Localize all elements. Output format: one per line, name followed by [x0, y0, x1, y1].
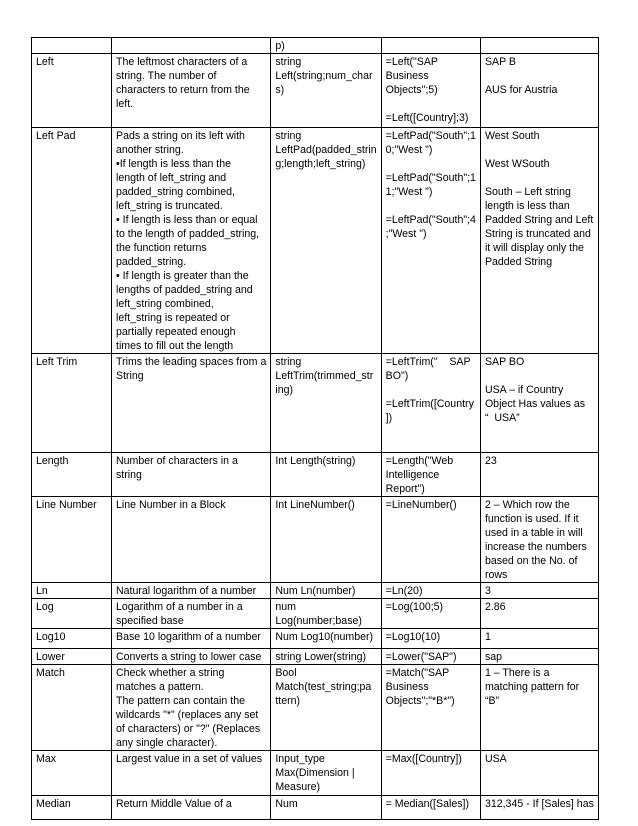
cell-text-line: =LeftPad("South";1	[385, 130, 476, 142]
example-cell	[381, 128, 480, 354]
example-cell	[381, 649, 480, 665]
cell-text-line: left_string combined,	[116, 298, 214, 310]
function-name-cell	[32, 629, 112, 649]
description-cell	[112, 354, 271, 453]
cell-text-line: Objects";5)	[385, 84, 438, 96]
description-cell	[112, 453, 271, 497]
function-name-cell	[32, 751, 112, 796]
table-row	[32, 629, 599, 649]
cell-text-line: s)	[275, 84, 285, 96]
cell-text-line: USA	[484, 753, 507, 765]
cell-text-line: left_string is truncated.	[116, 200, 223, 212]
cell-text-line: string	[116, 469, 142, 481]
cell-text-line: LeftTrim(trimmed_str	[275, 370, 374, 382]
cell-text-line: Converts a string to lower case	[116, 651, 262, 663]
function-name-cell	[32, 497, 112, 583]
cell-text-line: Lower	[36, 651, 65, 663]
syntax-cell	[271, 54, 381, 128]
cell-text-line: Trims the leading spaces from a	[116, 356, 267, 368]
cell-text-line: =LeftPad("South";1	[385, 172, 476, 184]
cell-text-line: of characters) or "?" (Replaces	[116, 723, 261, 735]
cell-text-line: Log	[36, 601, 54, 613]
paragraph-gap	[386, 383, 476, 397]
function-name-cell	[32, 583, 112, 599]
cell-text-line: Check whether a string	[116, 667, 225, 679]
cell-text-line: Log(number;base)	[275, 615, 362, 627]
cell-text-line: Median	[36, 798, 71, 810]
example-cell	[381, 796, 480, 820]
cell-text-line: The leftmost characters of a	[116, 56, 248, 68]
cell-text-line: SAP B	[484, 56, 516, 68]
cell-text-line: Num	[275, 798, 298, 810]
cell-text-line: length of left_string and	[116, 172, 227, 184]
cell-text-line: Match(test_string;pa	[275, 681, 372, 693]
description-cell	[112, 751, 271, 796]
example-cell	[381, 54, 480, 128]
syntax-cell	[271, 453, 381, 497]
result-cell	[480, 497, 598, 583]
cell-text-line: BO")	[385, 370, 409, 382]
result-cell	[480, 453, 598, 497]
cell-text-line: Num Ln(number)	[275, 585, 356, 597]
description-cell	[112, 796, 271, 820]
result-cell	[480, 599, 598, 629]
cell-text-line: Business	[385, 681, 429, 693]
table-row	[32, 599, 599, 629]
cell-text-line: Bool	[275, 667, 297, 679]
cell-text-line: Num Log10(number)	[275, 631, 374, 643]
syntax-cell	[271, 128, 381, 354]
table-row	[32, 128, 599, 354]
cell-text-line: p)	[275, 40, 285, 52]
cell-text-line: ing)	[275, 384, 294, 396]
cell-text-line: Int Length(string)	[275, 455, 356, 467]
table-row	[32, 583, 599, 599]
cell-text-line: Left(string;num_char	[275, 70, 373, 82]
cell-text-line: string. The number of	[116, 70, 217, 82]
cell-text-line: Report")	[385, 483, 425, 495]
syntax-cell	[271, 599, 381, 629]
cell-text-line: function is used. If it	[484, 513, 579, 525]
cell-text-line: length is less than	[484, 200, 570, 212]
cell-text-line: Input_type	[275, 753, 325, 765]
cell-text-line: Left Pad	[36, 130, 76, 142]
cell-text-line: Length	[36, 455, 69, 467]
cell-text-line: • If length is less than or equal	[116, 214, 258, 226]
cell-text-line: Ln	[36, 585, 48, 597]
syntax-cell	[271, 583, 381, 599]
cell-text-line: Object Has values as	[484, 398, 586, 410]
result-cell	[480, 665, 598, 751]
syntax-cell	[271, 796, 381, 820]
description-cell	[112, 128, 271, 354]
cell-text-line: Left	[36, 56, 54, 68]
table-row	[32, 751, 599, 796]
example-cell	[381, 665, 480, 751]
cell-text-line: Match	[36, 667, 65, 679]
cell-text-line: =Length("Web	[385, 455, 454, 467]
cell-text-line: rows	[484, 569, 508, 581]
function-name-cell	[32, 453, 112, 497]
example-cell	[381, 38, 480, 54]
table-row	[32, 38, 599, 54]
table-row	[32, 354, 599, 453]
cell-text-line: 0;"West ")	[385, 144, 433, 156]
cell-text-line: =Left([Country];3)	[385, 112, 469, 124]
cell-text-line: padded_string.	[116, 256, 187, 268]
cell-text-line: lengths of padded_string and	[116, 284, 253, 296]
cell-text-line: left.	[116, 98, 134, 110]
cell-text-line: Max	[36, 753, 57, 765]
paragraph-gap	[386, 157, 476, 171]
example-cell	[381, 354, 480, 453]
cell-text-line: West South	[484, 130, 540, 142]
cell-text-line: Int LineNumber()	[275, 499, 355, 511]
paragraph-gap	[485, 171, 594, 185]
cell-text-line: string	[275, 130, 302, 142]
cell-text-line: 312,345 - If [Sales] has	[484, 798, 594, 810]
cell-text-line: characters to return from the	[116, 84, 250, 96]
description-cell	[112, 649, 271, 665]
cell-text-line: specified base	[116, 615, 184, 627]
cell-text-line: =Ln(20)	[385, 585, 423, 597]
cell-text-line: ])	[385, 412, 393, 424]
syntax-cell	[271, 629, 381, 649]
result-cell	[480, 583, 598, 599]
cell-text-line: •If length is less than the	[116, 158, 232, 170]
cell-text-line: it will display only the	[484, 242, 584, 254]
cell-text-line: Number of characters in a	[116, 455, 238, 467]
cell-text-line: = Median([Sales])	[385, 798, 469, 810]
cell-text-line: num	[275, 601, 296, 613]
example-cell	[381, 629, 480, 649]
cell-text-line: Largest value in a set of values	[116, 753, 263, 765]
cell-text-line: g;length;left_string)	[275, 158, 366, 170]
cell-text-line: Left Trim	[36, 356, 78, 368]
function-name-cell	[32, 354, 112, 453]
cell-text-line: 1 – There is a	[484, 667, 550, 679]
syntax-cell	[271, 38, 381, 54]
cell-text-line: =LeftPad("South";4	[385, 214, 476, 226]
syntax-cell	[271, 649, 381, 665]
cell-text-line: Padded String	[484, 256, 553, 268]
cell-text-line: Padded String and Left	[484, 214, 594, 226]
table-row	[32, 497, 599, 583]
cell-text-line: 2 – Which row the	[484, 499, 570, 511]
cell-text-line: Log10	[36, 631, 66, 643]
cell-text-line: matches a pattern.	[116, 681, 204, 693]
result-cell	[480, 629, 598, 649]
cell-text-line: 1;"West ")	[385, 186, 433, 198]
cell-text-line: LeftPad(padded_strin	[275, 144, 377, 156]
cell-text-line: string	[275, 56, 302, 68]
cell-text-line: Objects";"*B*")	[385, 695, 455, 707]
cell-text-line: “B”	[484, 695, 500, 707]
cell-text-line: =LeftTrim([Country	[385, 398, 474, 410]
example-cell	[381, 751, 480, 796]
cell-text-line: =Match("SAP	[385, 667, 450, 679]
cell-text-line: 23	[484, 455, 497, 467]
function-name-cell	[32, 649, 112, 665]
cell-text-line: another string.	[116, 144, 184, 156]
cell-text-line: Measure)	[275, 781, 321, 793]
cell-text-line: =Log10(10)	[385, 631, 441, 643]
paragraph-gap	[386, 97, 476, 111]
cell-text-line: based on the No. of	[484, 555, 578, 567]
cell-text-line: South – Left string	[484, 186, 571, 198]
function-name-cell	[32, 128, 112, 354]
cell-text-line: matching pattern for	[484, 681, 580, 693]
syntax-cell	[271, 665, 381, 751]
cell-text-line: The pattern can contain the	[116, 695, 245, 707]
result-cell	[480, 128, 598, 354]
result-cell	[480, 796, 598, 820]
cell-text-line: USA – if Country	[484, 384, 564, 396]
cell-text-line: string	[275, 356, 302, 368]
description-cell	[112, 599, 271, 629]
table-row	[32, 665, 599, 751]
cell-text-line: String is truncated and	[484, 228, 591, 240]
description-cell	[112, 54, 271, 128]
cell-text-line: =Max([Country])	[385, 753, 462, 765]
result-cell	[480, 354, 598, 453]
cell-text-line: 3	[484, 585, 491, 597]
cell-text-line: West WSouth	[484, 158, 550, 170]
cell-text-line: ;"West ")	[385, 228, 427, 240]
cell-text-line: String	[116, 370, 144, 382]
cell-text-line: increase the numbers	[484, 541, 587, 553]
cell-text-line: 1	[484, 631, 491, 643]
description-cell	[112, 583, 271, 599]
cell-text-line: • If length is greater than the	[116, 270, 249, 282]
cell-text-line: string Lower(string)	[275, 651, 367, 663]
function-name-cell	[32, 599, 112, 629]
function-name-cell	[32, 796, 112, 820]
description-cell	[112, 629, 271, 649]
function-name-cell	[32, 665, 112, 751]
cell-text-line: “ USA”	[484, 412, 520, 424]
result-cell	[480, 38, 598, 54]
cell-text-line: Return Middle Value of a	[116, 798, 232, 810]
cell-text-line: Intelligence	[385, 469, 440, 481]
cell-text-line: wildcards "*" (replaces any set	[116, 709, 259, 721]
cell-text-line: times to fill out the length	[116, 340, 234, 352]
cell-text-line: Max(Dimension |	[275, 767, 355, 779]
cell-text-line: Pads a string on its left with	[116, 130, 245, 142]
table-body	[32, 38, 599, 820]
cell-text-line: Business	[385, 70, 429, 82]
cell-text-line: =Log(100;5)	[385, 601, 444, 613]
result-cell	[480, 54, 598, 128]
cell-text-line: any single character).	[116, 737, 218, 749]
syntax-cell	[271, 751, 381, 796]
cell-text-line: =LineNumber()	[385, 499, 457, 511]
cell-text-line: =Left("SAP	[385, 56, 438, 68]
cell-text-line: Line Number in a Block	[116, 499, 226, 511]
paragraph-gap	[485, 143, 594, 157]
cell-text-line: =Lower("SAP")	[385, 651, 457, 663]
cell-text-line: Line Number	[36, 499, 97, 511]
table-row	[32, 453, 599, 497]
result-cell	[480, 751, 598, 796]
result-cell	[480, 649, 598, 665]
cell-text-line: Natural logarithm of a number	[116, 585, 257, 597]
cell-text-line: ttern)	[275, 695, 301, 707]
cell-text-line: the function returns	[116, 242, 207, 254]
cell-text-line: Base 10 logarithm of a number	[116, 631, 261, 643]
function-name-cell	[32, 38, 112, 54]
example-cell	[381, 583, 480, 599]
paragraph-gap	[485, 369, 594, 383]
example-cell	[381, 453, 480, 497]
cell-text-line: partially repeated enough	[116, 326, 236, 338]
cell-text-line: padded_string combined,	[116, 186, 235, 198]
description-cell	[112, 497, 271, 583]
cell-text-line: left_string is repeated or	[116, 312, 230, 324]
description-cell	[112, 665, 271, 751]
cell-text-line: SAP BO	[484, 356, 525, 368]
table-row	[32, 649, 599, 665]
table-row	[32, 54, 599, 128]
cell-text-line: used in a table in will	[484, 527, 583, 539]
cell-text-line: sap	[484, 651, 503, 663]
cell-text-line: 2.86	[484, 601, 506, 613]
cell-text-line: =LeftTrim(" SAP	[385, 356, 471, 368]
paragraph-gap	[485, 69, 594, 83]
description-cell	[112, 38, 271, 54]
example-cell	[381, 599, 480, 629]
syntax-cell	[271, 354, 381, 453]
function-name-cell	[32, 54, 112, 128]
cell-text-line: Logarithm of a number in a	[116, 601, 243, 613]
example-cell	[381, 497, 480, 583]
paragraph-gap	[386, 199, 476, 213]
syntax-cell	[271, 497, 381, 583]
cell-text-line: AUS for Austria	[484, 84, 558, 96]
function-reference-table	[31, 37, 599, 820]
table-row	[32, 796, 599, 820]
cell-text-line: to the length of padded_string,	[116, 228, 260, 240]
